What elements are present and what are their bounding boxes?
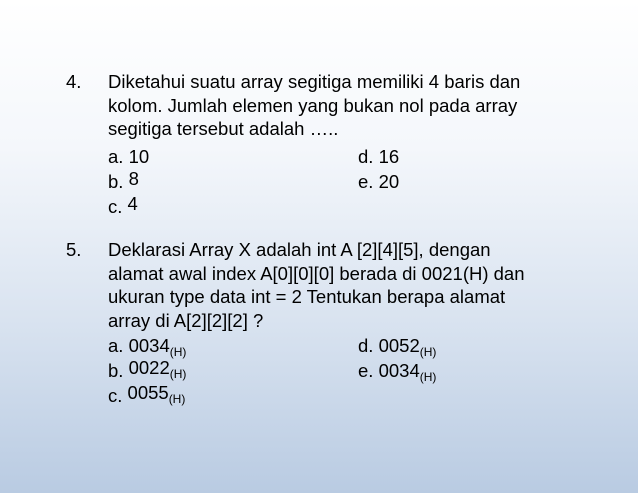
stem-line: alamat awal index A[0][0][0] berada di 0021(H) dan bbox=[108, 262, 525, 284]
options-row bbox=[108, 334, 588, 359]
options-row bbox=[108, 145, 588, 170]
option-a: a. $0034_{(H)}$ bbox=[108, 335, 187, 359]
question-stem bbox=[108, 70, 588, 141]
question-number: 4. bbox=[66, 71, 82, 92]
question-stem bbox=[108, 238, 588, 332]
option-c: c. $0055_{(H)}$ bbox=[108, 382, 186, 406]
question-body bbox=[108, 238, 588, 409]
options-row bbox=[108, 192, 588, 220]
option-c: c. 4 bbox=[108, 192, 138, 217]
option-b: b. 8 bbox=[108, 167, 139, 192]
option-a: a. 10 bbox=[108, 145, 150, 167]
option-e: e. $0034_{(H)}$ bbox=[358, 360, 437, 384]
question-number: 5. bbox=[66, 239, 82, 260]
option-b: b. $0022_{(H)}$ bbox=[108, 357, 187, 381]
options-row bbox=[108, 167, 588, 195]
stem-line: array di A[2][2][2] ? bbox=[108, 309, 264, 331]
stem-line: Diketahui suatu array segitiga memiliki 4 baris dan bbox=[108, 71, 521, 92]
options-row bbox=[108, 359, 588, 384]
stem-line: ukuran type data int = 2 Tentukan berapa alamat bbox=[108, 286, 506, 307]
option-d: d. 16 bbox=[358, 145, 400, 167]
stem-line: Deklarasi Array X adalah int A [2][4][5], dengan bbox=[108, 239, 491, 260]
option-e: e. 20 bbox=[358, 170, 400, 192]
stem-line: segitiga tersebut adalah ….. bbox=[108, 118, 339, 139]
option-d: d. $0052_{(H)}$ bbox=[358, 335, 437, 359]
options-row bbox=[108, 384, 588, 409]
stem-line: kolom. Jumlah elemen yang bukan nol pada array bbox=[108, 94, 518, 116]
question-body bbox=[108, 70, 588, 220]
